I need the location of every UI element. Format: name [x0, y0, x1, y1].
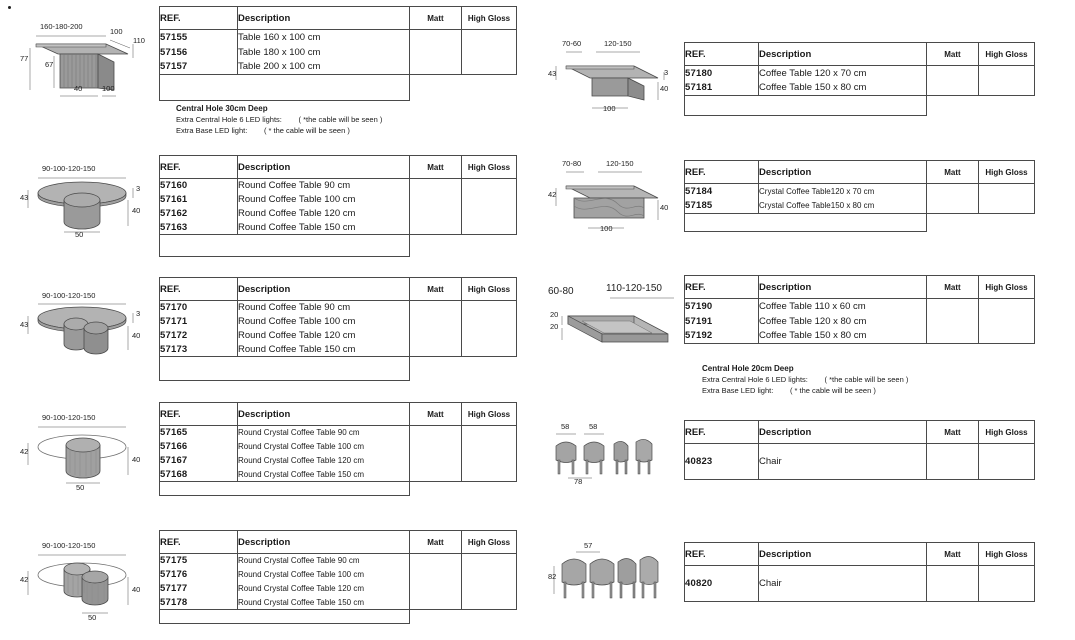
cell-ref: 57190: [685, 299, 759, 314]
dim-label: 50: [75, 230, 84, 239]
cell-description: Crystal Coffee Table120 x 70 cm: [759, 184, 927, 199]
dim-label: 100: [600, 224, 613, 233]
dim-label: 110: [133, 36, 145, 45]
col-header-high-gloss: High Gloss: [979, 161, 1035, 184]
cell-ref: 57181: [685, 81, 759, 96]
col-header-ref: REF.: [160, 531, 238, 554]
cell-high-gloss: [979, 299, 1035, 344]
cell-spacer: [238, 482, 410, 496]
cell-high-gloss: [979, 566, 1035, 602]
cell-description: Coffee Table 120 x 70 cm: [759, 66, 927, 81]
table-chair-40820: [684, 542, 1035, 602]
cell-description: Round Crystal Coffee Table 90 cm: [238, 554, 410, 568]
col-header-ref: REF.: [160, 7, 238, 30]
table-row: [685, 66, 1035, 81]
cell-spacer: [160, 357, 238, 381]
col-header-description: Description: [759, 276, 927, 299]
col-header-matt: Matt: [410, 403, 462, 426]
table-row: [160, 30, 517, 45]
cell-matt: [927, 444, 979, 480]
note-line: Extra Central Hole 6 LED lights: ( *the cable will be seen ): [176, 115, 383, 124]
dim-label: 57: [584, 541, 593, 550]
cell-ref: 57160: [160, 179, 238, 193]
cell-ref: 57166: [160, 440, 238, 454]
cell-description: Round Crystal Coffee Table 150 cm: [238, 468, 410, 482]
table-spacer-row: [160, 357, 517, 381]
table-row: [685, 184, 1035, 199]
col-header-high-gloss: High Gloss: [462, 156, 517, 179]
col-header-high-gloss: High Gloss: [979, 543, 1035, 566]
cell-ref: 40820: [685, 566, 759, 602]
table-spacer-row: [685, 96, 1035, 116]
cell-description: Chair: [759, 444, 927, 480]
col-header-matt: Matt: [410, 156, 462, 179]
table-spacer-row: [685, 214, 1035, 232]
cell-description: Round Coffee Table 150 cm: [238, 221, 410, 235]
cell-spacer: [238, 357, 410, 381]
note-line: Central Hole 20cm Deep: [702, 364, 794, 373]
cell-description: Round Coffee Table 100 cm: [238, 193, 410, 207]
dim-label: 3: [136, 184, 141, 193]
cell-description: Coffee Table 150 x 80 cm: [759, 329, 927, 344]
table-header-row: [160, 7, 517, 30]
dim-label: 58: [589, 422, 598, 431]
table-spacer-row: [160, 235, 517, 257]
notes-central-hole-30: [176, 103, 382, 136]
dim-label: 3: [664, 68, 669, 77]
col-header-description: Description: [238, 278, 410, 301]
table-row: [160, 301, 517, 315]
table-header-row: [160, 278, 517, 301]
cell-description: Round Crystal Coffee Table 150 cm: [238, 596, 410, 610]
cell-ref: 57178: [160, 596, 238, 610]
cell-ref: 57184: [685, 184, 759, 199]
table-row: [160, 554, 517, 568]
cell-description: Round Coffee Table 120 cm: [238, 329, 410, 343]
table-coffee-table-120-150: [684, 42, 1035, 116]
cell-high-gloss: [462, 426, 517, 482]
table-header-row: [685, 543, 1035, 566]
table-spacer-row: [160, 482, 517, 496]
cell-ref: 57172: [160, 329, 238, 343]
cell-description: Table 180 x 100 cm: [238, 45, 410, 60]
cell-spacer: [160, 610, 238, 624]
cell-ref: 57170: [160, 301, 238, 315]
dim-label: 43: [20, 193, 29, 202]
cell-ref: 57163: [160, 221, 238, 235]
table-row: [160, 426, 517, 440]
cell-high-gloss: [979, 184, 1035, 214]
cell-matt: [410, 301, 462, 357]
col-header-ref: REF.: [685, 543, 759, 566]
table-crystal-coffee-table: [684, 160, 1035, 232]
cell-ref: 57157: [160, 60, 238, 75]
cell-high-gloss: [979, 444, 1035, 480]
dim-label: 70-60: [562, 39, 582, 48]
table-chair-40823: [684, 420, 1035, 480]
dim-label: 20: [550, 322, 559, 331]
drawing-round-crystal-coffee-twin: [20, 533, 155, 633]
table-header-row: [160, 156, 517, 179]
drawing-chair-40823: [548, 422, 678, 492]
table-row: [685, 444, 1035, 480]
drawing-chair-40820: [548, 540, 678, 620]
col-header-high-gloss: High Gloss: [462, 278, 517, 301]
col-header-description: Description: [759, 543, 927, 566]
col-header-matt: Matt: [927, 421, 979, 444]
cell-high-gloss: [462, 301, 517, 357]
cell-ref: 57175: [160, 554, 238, 568]
dim-label: 40: [660, 203, 669, 212]
dim-label: 77: [20, 54, 29, 63]
dim-label: 42: [20, 575, 29, 584]
cell-spacer: [160, 235, 238, 257]
dim-label: 82: [548, 572, 557, 581]
cell-matt: [927, 184, 979, 214]
cell-ref: 57192: [685, 329, 759, 344]
dim-label: 40: [74, 84, 83, 93]
cell-description: Coffee Table 150 x 80 cm: [759, 81, 927, 96]
col-header-description: Description: [759, 161, 927, 184]
cell-description: Table 160 x 100 cm: [238, 30, 410, 45]
dim-label: 120-150: [604, 39, 632, 48]
cell-matt: [410, 554, 462, 610]
col-header-high-gloss: High Gloss: [462, 7, 517, 30]
drawing-round-coffee-twin: [20, 288, 155, 378]
note-line: Central Hole 30cm Deep: [176, 104, 268, 113]
cell-description: Round Crystal Coffee Table 120 cm: [238, 454, 410, 468]
page-bullet: [8, 6, 11, 9]
dim-label: 78: [574, 477, 583, 486]
cell-ref: 40823: [685, 444, 759, 480]
cell-spacer: [759, 214, 927, 232]
col-header-high-gloss: High Gloss: [979, 43, 1035, 66]
cell-ref: 57185: [685, 199, 759, 214]
col-header-matt: Matt: [410, 531, 462, 554]
cell-ref: 57180: [685, 66, 759, 81]
crystal-coffee-table-illustration: [548, 160, 678, 245]
col-header-description: Description: [759, 43, 927, 66]
cell-spacer: [238, 75, 410, 101]
cell-ref: 57167: [160, 454, 238, 468]
cell-description: Round Crystal Coffee Table 120 cm: [238, 582, 410, 596]
cell-description: Coffee Table 110 x 60 cm: [759, 299, 927, 314]
chair-40820-illustration: [548, 540, 678, 620]
cell-spacer: [160, 482, 238, 496]
dim-label: 90-100-120-150: [42, 413, 96, 422]
table-coffee-table-110-150: [684, 275, 1035, 344]
col-header-high-gloss: High Gloss: [462, 531, 517, 554]
cell-ref: 57176: [160, 568, 238, 582]
note-line: Extra Base LED light: ( * the cable will be seen ): [702, 386, 876, 395]
dim-label: 42: [548, 190, 557, 199]
col-header-high-gloss: High Gloss: [979, 421, 1035, 444]
dim-label: 50: [76, 483, 85, 492]
cell-high-gloss: [462, 30, 517, 75]
cell-ref: 57173: [160, 343, 238, 357]
table-row: [160, 179, 517, 193]
col-header-matt: Matt: [410, 7, 462, 30]
table-header-row: [685, 43, 1035, 66]
cell-ref: 57156: [160, 45, 238, 60]
table-header-row: [160, 403, 517, 426]
cell-matt: [410, 426, 462, 482]
dim-label: 60-80: [548, 286, 574, 297]
cell-high-gloss: [462, 179, 517, 235]
dim-label: 42: [20, 447, 29, 456]
dim-label: 67: [45, 60, 54, 69]
cell-description: Crystal Coffee Table150 x 80 cm: [759, 199, 927, 214]
dim-label: 100: [110, 27, 123, 36]
table-row: [685, 566, 1035, 602]
note-line: Extra Base LED light: ( * the cable will be seen ): [176, 126, 350, 135]
chair-40823-illustration: [548, 422, 678, 492]
col-header-ref: REF.: [685, 421, 759, 444]
dim-label: 43: [20, 320, 29, 329]
cell-ref: 57171: [160, 315, 238, 329]
cell-high-gloss: [462, 554, 517, 610]
dim-label: 90-100-120-150: [42, 164, 96, 173]
col-header-high-gloss: High Gloss: [462, 403, 517, 426]
col-header-ref: REF.: [685, 276, 759, 299]
col-header-matt: Matt: [927, 276, 979, 299]
cell-description: Chair: [759, 566, 927, 602]
col-header-matt: Matt: [410, 278, 462, 301]
col-header-description: Description: [238, 531, 410, 554]
col-header-matt: Matt: [927, 543, 979, 566]
dim-label: 120-150: [606, 159, 634, 168]
cell-spacer: [685, 214, 759, 232]
drawing-round-crystal-coffee: [20, 405, 155, 500]
cell-description: Round Crystal Coffee Table 90 cm: [238, 426, 410, 440]
table-round-crystal-coffee: [159, 402, 517, 496]
drawing-crystal-coffee-table: [548, 160, 678, 245]
col-header-ref: REF.: [160, 156, 238, 179]
cell-description: Round Crystal Coffee Table 100 cm: [238, 440, 410, 454]
drawing-tables-160-200: [20, 10, 150, 105]
dim-label: 40: [132, 206, 141, 215]
cell-ref: 57177: [160, 582, 238, 596]
cell-description: Table 200 x 100 cm: [238, 60, 410, 75]
cell-ref: 57191: [685, 314, 759, 329]
cell-matt: [410, 30, 462, 75]
cell-matt: [927, 299, 979, 344]
dim-label: 90-100-120-150: [42, 541, 96, 550]
table-round-coffee-oval: [159, 155, 517, 257]
cell-spacer: [238, 610, 410, 624]
dim-label: 90-100-120-150: [42, 291, 96, 300]
col-header-ref: REF.: [685, 161, 759, 184]
dim-label: 40: [132, 455, 141, 464]
table-round-coffee-twin: [159, 277, 517, 381]
cell-ref: 57165: [160, 426, 238, 440]
dim-label: 20: [550, 310, 559, 319]
cell-spacer: [160, 75, 238, 101]
dim-label: 160-180-200: [40, 22, 83, 31]
cell-ref: 57161: [160, 193, 238, 207]
col-header-description: Description: [238, 403, 410, 426]
dim-label: 43: [548, 69, 557, 78]
dim-label: 40: [132, 331, 141, 340]
table-header-row: [685, 161, 1035, 184]
drawing-coffee-table-110-150: [548, 278, 683, 363]
col-header-description: Description: [238, 7, 410, 30]
cell-description: Round Coffee Table 150 cm: [238, 343, 410, 357]
dim-label: 58: [561, 422, 570, 431]
notes-central-hole-20: [702, 363, 908, 396]
cell-description: Round Coffee Table 120 cm: [238, 207, 410, 221]
col-header-ref: REF.: [685, 43, 759, 66]
col-header-description: Description: [759, 421, 927, 444]
cell-description: Round Coffee Table 90 cm: [238, 179, 410, 193]
col-header-ref: REF.: [160, 403, 238, 426]
table-row: [685, 299, 1035, 314]
dim-label: 100: [603, 104, 616, 113]
dim-label: 50: [88, 613, 97, 622]
cell-spacer: [238, 235, 410, 257]
col-header-ref: REF.: [160, 278, 238, 301]
cell-spacer: [759, 96, 927, 116]
dim-label: 110-120-150: [606, 283, 662, 294]
drawing-round-coffee-oval: [20, 156, 155, 251]
cell-description: Round Coffee Table 100 cm: [238, 315, 410, 329]
table-spacer-row: [160, 610, 517, 624]
table-spacer-row: [160, 75, 517, 101]
cell-matt: [927, 566, 979, 602]
table-round-crystal-coffee-twin: [159, 530, 517, 624]
cell-description: Round Coffee Table 90 cm: [238, 301, 410, 315]
dim-label: 40: [660, 84, 669, 93]
dim-label: 100: [102, 84, 115, 93]
cell-ref: 57162: [160, 207, 238, 221]
note-line: Extra Central Hole 6 LED lights: ( *the cable will be seen ): [702, 375, 909, 384]
cell-ref: 57155: [160, 30, 238, 45]
cell-description: Coffee Table 120 x 80 cm: [759, 314, 927, 329]
drawing-coffee-table-120-150: [548, 39, 678, 122]
col-header-description: Description: [238, 156, 410, 179]
col-header-matt: Matt: [927, 43, 979, 66]
table-header-row: [685, 276, 1035, 299]
col-header-high-gloss: High Gloss: [979, 276, 1035, 299]
dim-label: 3: [136, 309, 141, 318]
dim-label: 40: [132, 585, 141, 594]
dim-label: 70-80: [562, 159, 582, 168]
cell-ref: 57168: [160, 468, 238, 482]
cell-spacer: [685, 96, 759, 116]
cell-matt: [410, 179, 462, 235]
cell-high-gloss: [979, 66, 1035, 96]
table-tables-160-200: [159, 6, 517, 101]
cell-matt: [927, 66, 979, 96]
col-header-matt: Matt: [927, 161, 979, 184]
table-header-row: [685, 421, 1035, 444]
table-header-row: [160, 531, 517, 554]
cell-description: Round Crystal Coffee Table 100 cm: [238, 568, 410, 582]
